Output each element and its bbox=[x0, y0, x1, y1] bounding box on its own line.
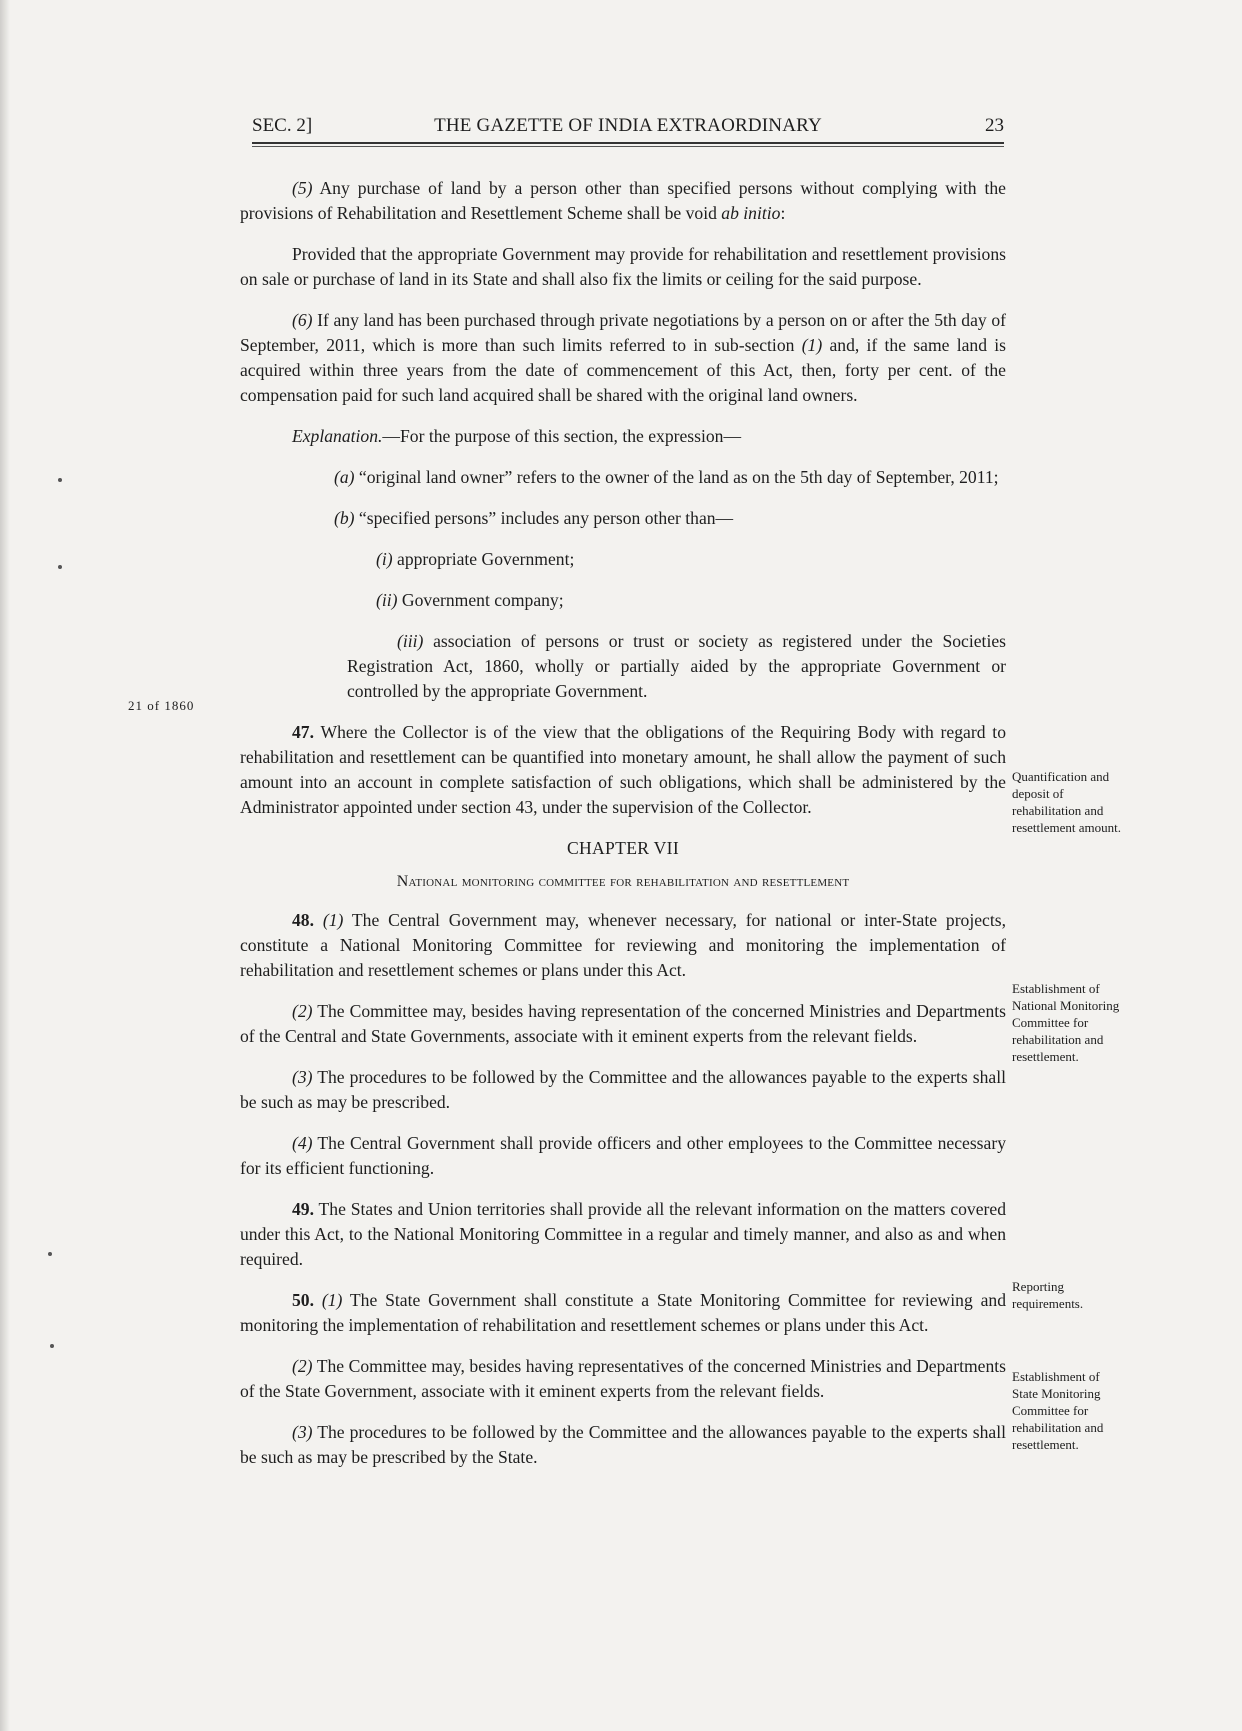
clause-a: (a) “original land owner” refers to the owner of the land as on the 5th day of September, 2011; bbox=[334, 467, 999, 487]
side-note-section-49: Reporting requirements. bbox=[1012, 1279, 1084, 1311]
subsection-6: (6) If any land has been purchased through private negotiations by a person on or after the 5th day of September, 2011, which is more than such limits referred to in sub-section (1) and, if the same land is acquired within three years from the date of commencement of this Act, then, forty per cent. of the compensation paid for such land acquired shall be shared with the original land owners. bbox=[240, 310, 1006, 405]
chapter-subtitle: National monitoring committee for rehabilitation and resettlement bbox=[396, 873, 850, 890]
section-48-4: (4) The Central Government shall provide officers and other employees to the Committee necessary for its efficient functioning. bbox=[240, 1133, 1006, 1178]
scan-speck bbox=[48, 1252, 52, 1256]
gazette-title: THE GAZETTE OF INDIA EXTRAORDINARY bbox=[434, 115, 822, 136]
item-ii: (ii) Government company; bbox=[376, 590, 564, 610]
section-48-3: (3) The procedures to be followed by the Committee and the allowances payable to the experts shall be such as may be prescribed. bbox=[240, 1067, 1006, 1112]
clause-b: (b) “specified persons” includes any person other than— bbox=[334, 508, 734, 528]
section-49: 49. The States and Union territories shall provide all the relevant information on the matters covered under this Act, to the National Monitoring Committee in a regular and timely manner, and also as and when required. bbox=[240, 1199, 1006, 1269]
item-i: (i) appropriate Government; bbox=[376, 549, 575, 569]
side-note-section-50: Establishment of State Monitoring Committee for rehabilitation and resettlement. bbox=[1012, 1369, 1104, 1452]
scan-speck bbox=[58, 478, 62, 482]
section-47: 47. Where the Collector is of the view that the obligations of the Requiring Body with regard to rehabilitation and resettlement can be quantified into monetary amount, he shall allow the payment of such amount into an account in complete satisfaction of such obligations, which shall be administered by the Administrator appointed under section 43, under the supervision of the Collector. bbox=[240, 722, 1006, 817]
subsection-number: (5) bbox=[292, 178, 313, 198]
section-label: SEC. 2] bbox=[252, 115, 313, 136]
proviso: Provided that the appropriate Government may provide for rehabilitation and resettlement provisions on sale or purchase of land in its State and shall also fix the limits or ceiling for the said purpose. bbox=[240, 244, 1006, 289]
side-note-section-47: Quantification and deposit of rehabilitation and resettlement amount. bbox=[1012, 769, 1122, 835]
header-rule bbox=[252, 142, 1004, 147]
subsection-5: (5) Any purchase of land by a person other than specified persons without complying with the provisions of Rehabilitation and Resettlement Scheme shall be void ab initio: bbox=[240, 178, 1006, 223]
page-header bbox=[252, 113, 1004, 143]
section-48-2: (2) The Committee may, besides having representation of the concerned Ministries and Departments of the Central and State Governments, associate with it eminent experts from the relevant fields. bbox=[240, 1001, 1006, 1046]
scan-edge-shadow bbox=[0, 0, 10, 1731]
chapter-title: CHAPTER VII bbox=[567, 838, 679, 858]
scan-speck bbox=[58, 565, 62, 569]
section-50-2: (2) The Committee may, besides having representatives of the concerned Ministries and Departments of the State Government, associate with it eminent experts from the relevant fields. bbox=[240, 1356, 1006, 1401]
section-50-1: 50. (1) The State Government shall constitute a State Monitoring Committee for reviewing and monitoring the implementation of rehabilitation and resettlement schemes or plans under this Act. bbox=[240, 1290, 1006, 1335]
section-number: 48. bbox=[292, 910, 314, 930]
explanation: Explanation.—For the purpose of this section, the expression— bbox=[292, 426, 742, 446]
section-50-3: (3) The procedures to be followed by the Committee and the allowances payable to the experts shall be such as may be prescribed by the State. bbox=[240, 1422, 1006, 1467]
side-note-section-48: Establishment of National Monitoring Committee for rehabilitation and resettlement. bbox=[1012, 981, 1120, 1064]
page-body bbox=[240, 176, 1006, 1486]
margin-note-act-reference: 21 of 1860 bbox=[128, 698, 195, 713]
page-number: 23 bbox=[985, 115, 1004, 136]
section-48-1: 48. (1) The Central Government may, whenever necessary, for national or inter-State projects, constitute a National Monitoring Committee for reviewing and monitoring the implementation of rehabilitation and resettlement schemes or plans under this Act. bbox=[240, 910, 1006, 980]
scan-speck bbox=[50, 1344, 54, 1348]
section-number: 50. bbox=[292, 1290, 314, 1310]
section-number: 49. bbox=[292, 1199, 314, 1219]
item-iii: (iii) association of persons or trust or society as registered under the Societies Registration Act, 1860, wholly or partially aided by the appropriate Government or controlled by the appropriate Government. bbox=[347, 631, 1006, 701]
section-number: 47. bbox=[292, 722, 314, 742]
